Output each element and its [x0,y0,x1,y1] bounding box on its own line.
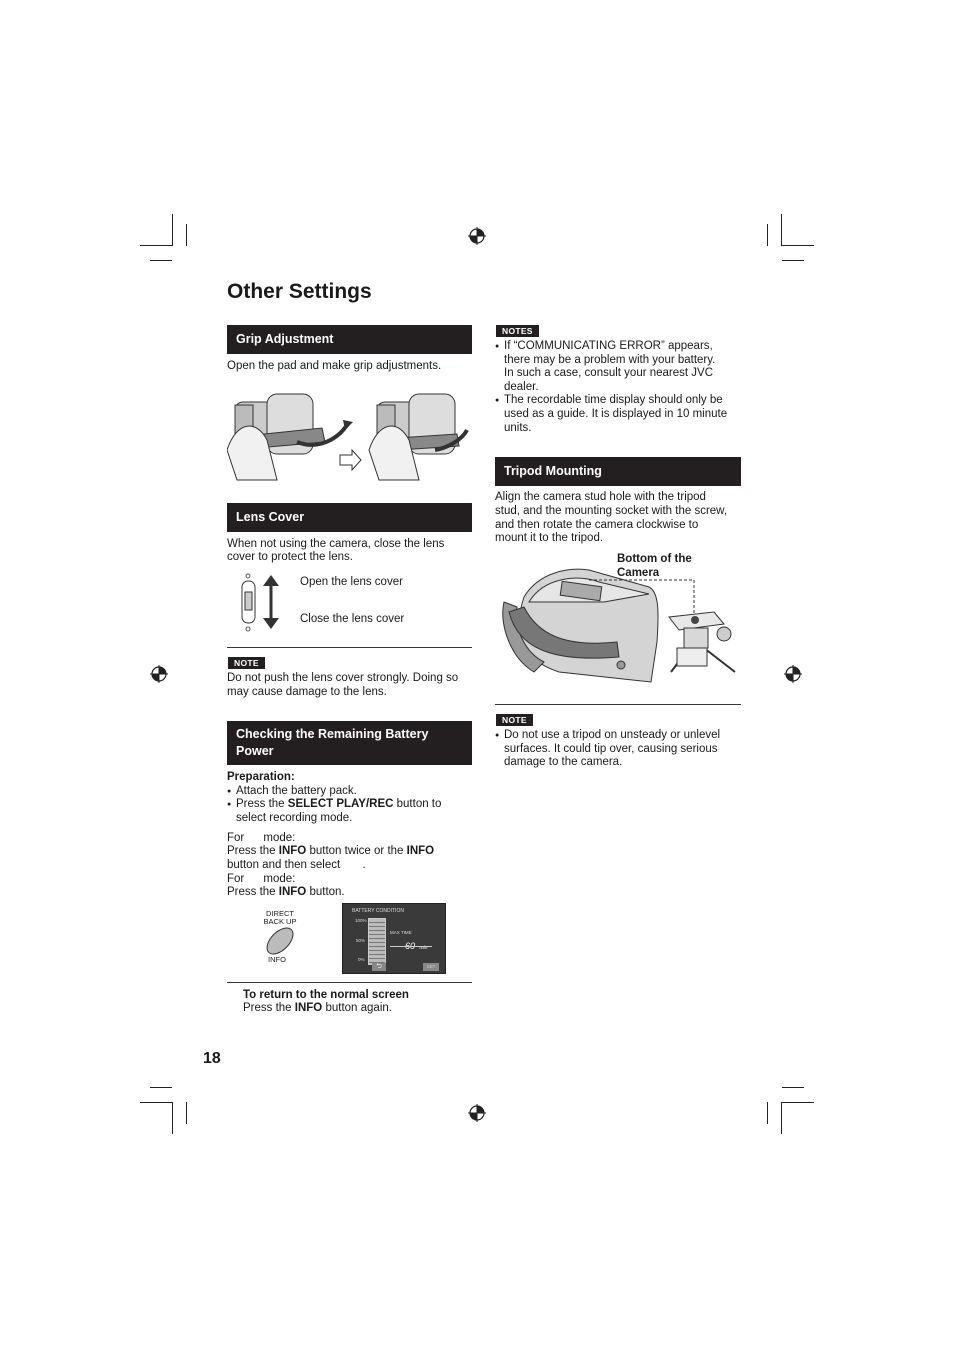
registration-mark-icon [468,1104,486,1122]
crop-mark [150,260,172,261]
screen-value [405,936,428,954]
lens-text-1: When not using the camera, close the lens [227,538,445,550]
max-time-value: 60 [405,941,416,951]
crop-mark [140,245,172,246]
screen-underline [390,946,432,947]
tripod-note-line3: damage to the camera. [504,756,623,768]
screen-50: 50% [356,938,366,943]
lens-heading-text: Lens Cover [236,510,305,524]
tripod-note-line2: surfaces. It could tip over, causing serious [504,743,718,755]
notes-bullet-1-line2: there may be a problem with your battery. [504,354,716,366]
tripod-text-1: Align the camera stud hole with the tripod [495,491,706,503]
text: button again. [322,1002,392,1014]
grip-heading-text: Grip Adjustment [236,332,334,346]
battery-heading-line2: Power [236,744,274,758]
return-text [243,1002,392,1016]
lens-close-label: Close the lens cover [300,613,405,625]
crop-mark [150,1087,172,1088]
divider [495,704,741,705]
grip-text: Open the pad and make grip adjustments. [227,360,442,372]
tripod-text-3: and then rotate the camera clockwise to [495,519,699,531]
tripod-heading-text: Tripod Mounting [504,464,602,478]
crop-mark [186,224,187,246]
lens-open-label: Open the lens cover [300,576,403,588]
text: button twice or the [306,845,407,857]
notes-bullet-2-line3: units. [504,422,532,434]
screen-100: 100% [355,918,367,923]
crop-mark [781,1102,782,1134]
divider [227,982,472,983]
crop-mark [782,1102,814,1103]
notes-bullet-1-line4: dealer. [504,381,539,393]
crop-mark [172,214,173,246]
crop-mark [781,214,782,246]
direct-backup-label [258,910,302,925]
text: Press the [243,1002,295,1014]
divider [227,647,472,648]
notes-tag: NOTES [496,325,539,337]
prep-bullet-2-post: button to [393,798,442,810]
tripod-text-4: mount it to the tripod. [495,532,604,544]
screen-title: BATTERY CONDITION [352,908,404,914]
prep-bullet-1: ● Attach the battery pack. [227,785,357,799]
lens-cover-switch-icon [240,572,285,634]
notes-bullet-1-line3: In such a case, consult your nearest JVC [504,367,714,379]
max-time-unit: min [419,945,428,951]
battery-gauge [368,918,386,965]
text: Press the [227,845,279,857]
notes-bullet-2: ● The recordable time display should only be [495,394,723,408]
crop-mark [782,245,814,246]
grip-illustration [227,380,472,485]
label-line-1: Bottom of the [617,553,692,565]
lens-heading [227,503,472,532]
registration-mark-icon [150,665,168,683]
page-title: Other Settings [227,280,372,303]
preparation-label: Preparation: [227,771,295,783]
info-label: INFO [406,845,435,857]
lens-note-1: Do not push the lens cover strongly. Doing so [227,672,459,684]
prep-bullet-2-pre: Press the [236,798,288,810]
tripod-note-bullet: ● Do not use a tripod on unsteady or unlevel [495,729,720,743]
prep-bullet-2-line2: select recording mode. [236,812,353,824]
battery-heading-line1: Checking the Remaining Battery [236,727,429,741]
notes-bullet-1: ● If “COMMUNICATING ERROR” appears, [495,340,713,354]
crop-mark [767,1102,768,1124]
backup-label: BACK UP [263,916,297,926]
note-tag: NOTE [496,714,533,726]
info-button-icon [262,926,298,956]
grip-heading [227,325,472,354]
back-icon: ⮌ [372,963,386,971]
crop-mark [782,1087,804,1088]
screen-maxtime: MAX TIME [390,930,412,935]
crop-mark [767,224,768,246]
note-tag: NOTE [228,657,265,669]
screen-set-button: SET [423,963,439,971]
press-instruction-1-line2: button and then select . [227,859,366,871]
battery-heading [227,721,472,765]
text: button. [306,886,345,898]
prep-bullet-2 [227,798,441,812]
for-mode-1: For mode: [227,832,296,844]
text: Press the [227,886,279,898]
press-instruction-1 [227,845,434,859]
crop-mark [140,1102,172,1103]
crop-mark [172,1102,173,1134]
notes-bullet-2-line2: used as a guide. It is displayed in 10 minute [504,408,728,420]
lens-note-2: may cause damage to the lens. [227,686,387,698]
lens-text-2: cover to protect the lens. [227,551,353,563]
return-heading: To return to the normal screen [243,989,409,1001]
label-line-2: Camera [617,566,660,579]
tripod-illustration [499,562,739,690]
registration-mark-icon [468,227,486,245]
page-number: 18 [203,1050,221,1067]
tripod-heading [495,457,741,486]
registration-mark-icon [784,665,802,683]
crop-mark [782,260,804,261]
battery-condition-screen [342,903,446,974]
tripod-text-2: stud, and the mounting socket with the screw, [495,505,728,517]
screen-0: 0% [358,957,365,962]
direct-label: DIRECT [266,909,294,918]
info-label: INFO [278,845,307,857]
press-instruction-2 [227,886,345,900]
info-label: INFO [278,886,307,898]
info-button-label: INFO [268,955,286,964]
select-play-rec-label: SELECT PLAY/REC [287,798,394,810]
for-mode-2: For mode: [227,873,296,885]
crop-mark [186,1102,187,1124]
info-label: INFO [294,1002,323,1014]
